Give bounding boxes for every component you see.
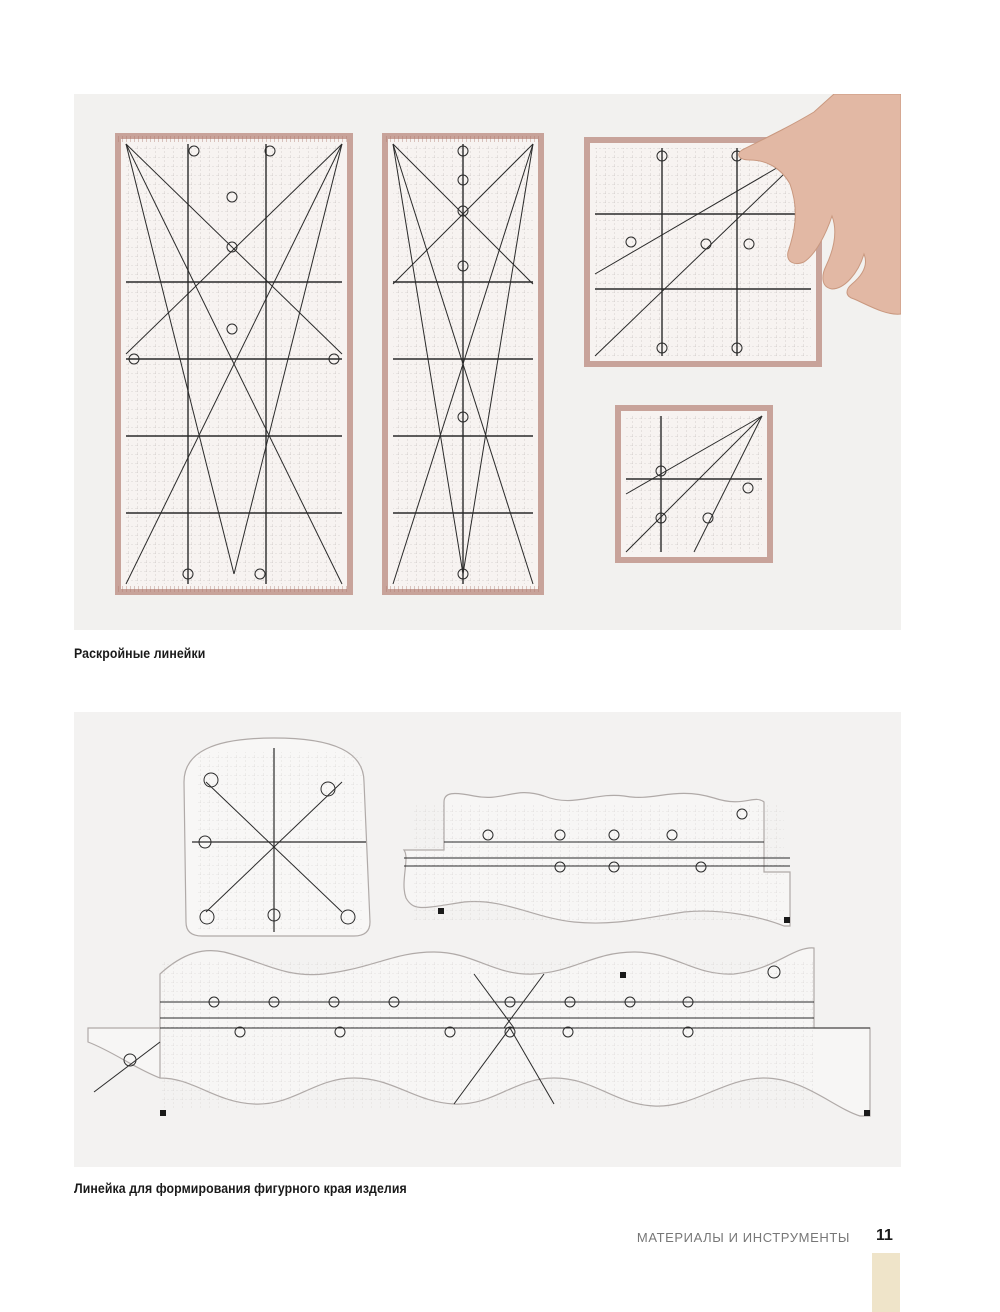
photo-edge-ruler (74, 712, 901, 1167)
ruler-wavy-long (88, 948, 870, 1116)
ruler-wavy-small (404, 793, 790, 926)
ruler-square-small (618, 408, 770, 560)
ruler-rounded-template (184, 738, 370, 936)
caption-cutting-rulers: Раскройные линейки (74, 645, 206, 661)
running-section-title: МАТЕРИАЛЫ И ИНСТРУМЕНТЫ (636, 1230, 850, 1245)
thumb-index-tab (872, 1253, 900, 1312)
photo-cutting-rulers (74, 94, 901, 630)
caption-edge-ruler: Линейка для формирования фигурного края изделия (74, 1180, 407, 1196)
page-number: 11 (876, 1227, 893, 1244)
ruler-long-narrow (385, 136, 541, 592)
ruler-long-wide (118, 136, 350, 592)
